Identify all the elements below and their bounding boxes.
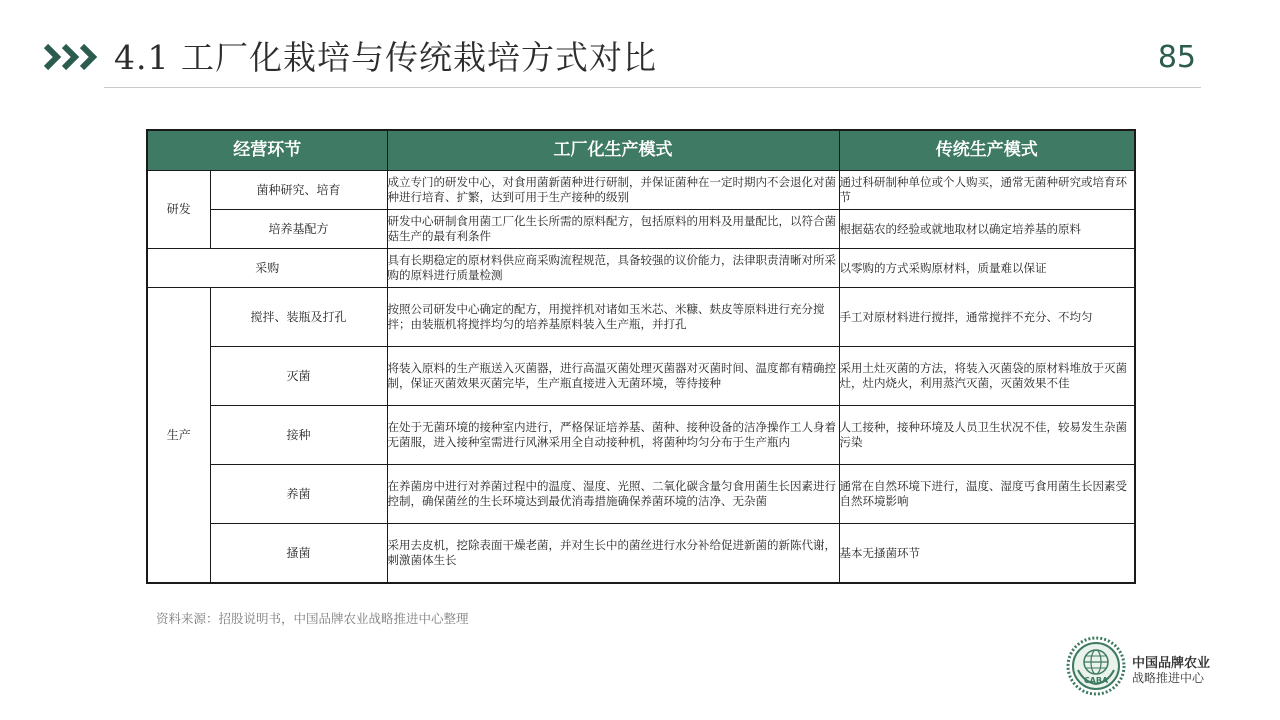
table-header-row [147, 130, 1135, 171]
page-number: 85 [1157, 40, 1196, 75]
svg-text:CABA: CABA [1083, 676, 1109, 685]
step-cell: 搅拌、装瓶及打孔 [210, 288, 387, 347]
group-label-production: 生产 [147, 288, 210, 584]
table-row [147, 171, 1135, 210]
traditional-cell: 基本无搔菌环节 [839, 524, 1135, 584]
source-note: 资料来源：招股说明书，中国品牌农业战略推进中心整理 [156, 611, 469, 626]
header [44, 28, 1204, 88]
header-divider [104, 87, 1201, 88]
globe-emblem-icon [1066, 636, 1126, 696]
step-cell: 接种 [210, 406, 387, 465]
factory-cell: 在处于无菌环境的接种室内进行，严格保证培养基、菌种、接种设备的洁净操作工人身着无菌服，进入接种室需进行风淋采用全自动接种机，将菌种均匀分布于生产瓶内 [387, 406, 839, 465]
traditional-cell: 采用土灶灭菌的方法，将装入灭菌袋的原材料堆放于灭菌灶，灶内烧火，利用蒸汽灭菌，灭菌效果不佳 [839, 347, 1135, 406]
table-row [147, 249, 1135, 288]
comparison-table [146, 129, 1136, 584]
table-row [147, 465, 1135, 524]
factory-cell: 研发中心研制食用菌工厂化生长所需的原料配方，包括原料的用料及用量配比，以符合菌菇生产的最有利条件 [387, 210, 839, 249]
traditional-cell: 手工对原材料进行搅拌，通常搅拌不充分、不均匀 [839, 288, 1135, 347]
table-row [147, 210, 1135, 249]
factory-cell: 采用去皮机，挖除表面干燥老菌，并对生长中的菌丝进行水分补给促进新菌的新陈代谢，刺激菌体生长 [387, 524, 839, 584]
table-row [147, 347, 1135, 406]
org-logo [1066, 636, 1226, 700]
logo-subtitle: 战略推进中心 [1132, 671, 1205, 685]
traditional-cell: 人工接种，接种环境及人员卫生状况不佳，较易发生杂菌污染 [839, 406, 1135, 465]
factory-cell: 将装入原料的生产瓶送入灭菌器，进行高温灭菌处理灭菌器对灭菌时间、温度都有精确控制，保证灭菌效果灭菌完毕，生产瓶直接进入无菌环境，等待接种 [387, 347, 839, 406]
traditional-cell: 以零购的方式采购原材料，质量难以保证 [839, 249, 1135, 288]
page-title: 4.1 工厂化栽培与传统栽培方式对比 [114, 38, 657, 77]
column-header-traditional: 传统生产模式 [839, 130, 1135, 171]
step-cell: 灭菌 [210, 347, 387, 406]
step-cell: 培养基配方 [210, 210, 387, 249]
group-label-research: 研发 [147, 171, 210, 249]
logo-title: 中国品牌农业 [1132, 656, 1211, 671]
traditional-cell: 根据菇农的经验或就地取材以确定培养基的原料 [839, 210, 1135, 249]
chevron-right-icon [44, 42, 100, 72]
step-cell: 菌种研究、培育 [210, 171, 387, 210]
factory-cell: 按照公司研发中心确定的配方，用搅拌机对诸如玉米芯、米糠、麸皮等原料进行充分搅拌；由装瓶机将搅拌均匀的培养基原料装入生产瓶，并打孔 [387, 288, 839, 347]
factory-cell: 成立专门的研发中心，对食用菌新菌种进行研制，并保证菌种在一定时期内不会退化对菌种进行培育、扩繁，达到可用于生产接种的级别 [387, 171, 839, 210]
step-cell: 养菌 [210, 465, 387, 524]
factory-cell: 具有长期稳定的原材料供应商采购流程规范，具备较强的议价能力，法律职责清晰对所采购的原料进行质量检测 [387, 249, 839, 288]
table-row [147, 524, 1135, 584]
table-row [147, 406, 1135, 465]
factory-cell: 在养菌房中进行对养菌过程中的温度、湿度、光照、二氧化碳含量匀食用菌生长因素进行控制，确保菌丝的生长环境达到最优消毒措施确保养菌环境的洁净、无杂菌 [387, 465, 839, 524]
traditional-cell: 通常在自然环境下进行，温度、湿度丐食用菌生长因素受自然环境影响 [839, 465, 1135, 524]
step-cell: 搔菌 [210, 524, 387, 584]
traditional-cell: 通过科研制种单位或个人购买，通常无菌种研究或培育环节 [839, 171, 1135, 210]
table-row [147, 288, 1135, 347]
column-header-factory: 工厂化生产模式 [387, 130, 839, 171]
group-label-purchase: 采购 [147, 249, 387, 288]
column-header-step: 经营环节 [147, 130, 387, 171]
